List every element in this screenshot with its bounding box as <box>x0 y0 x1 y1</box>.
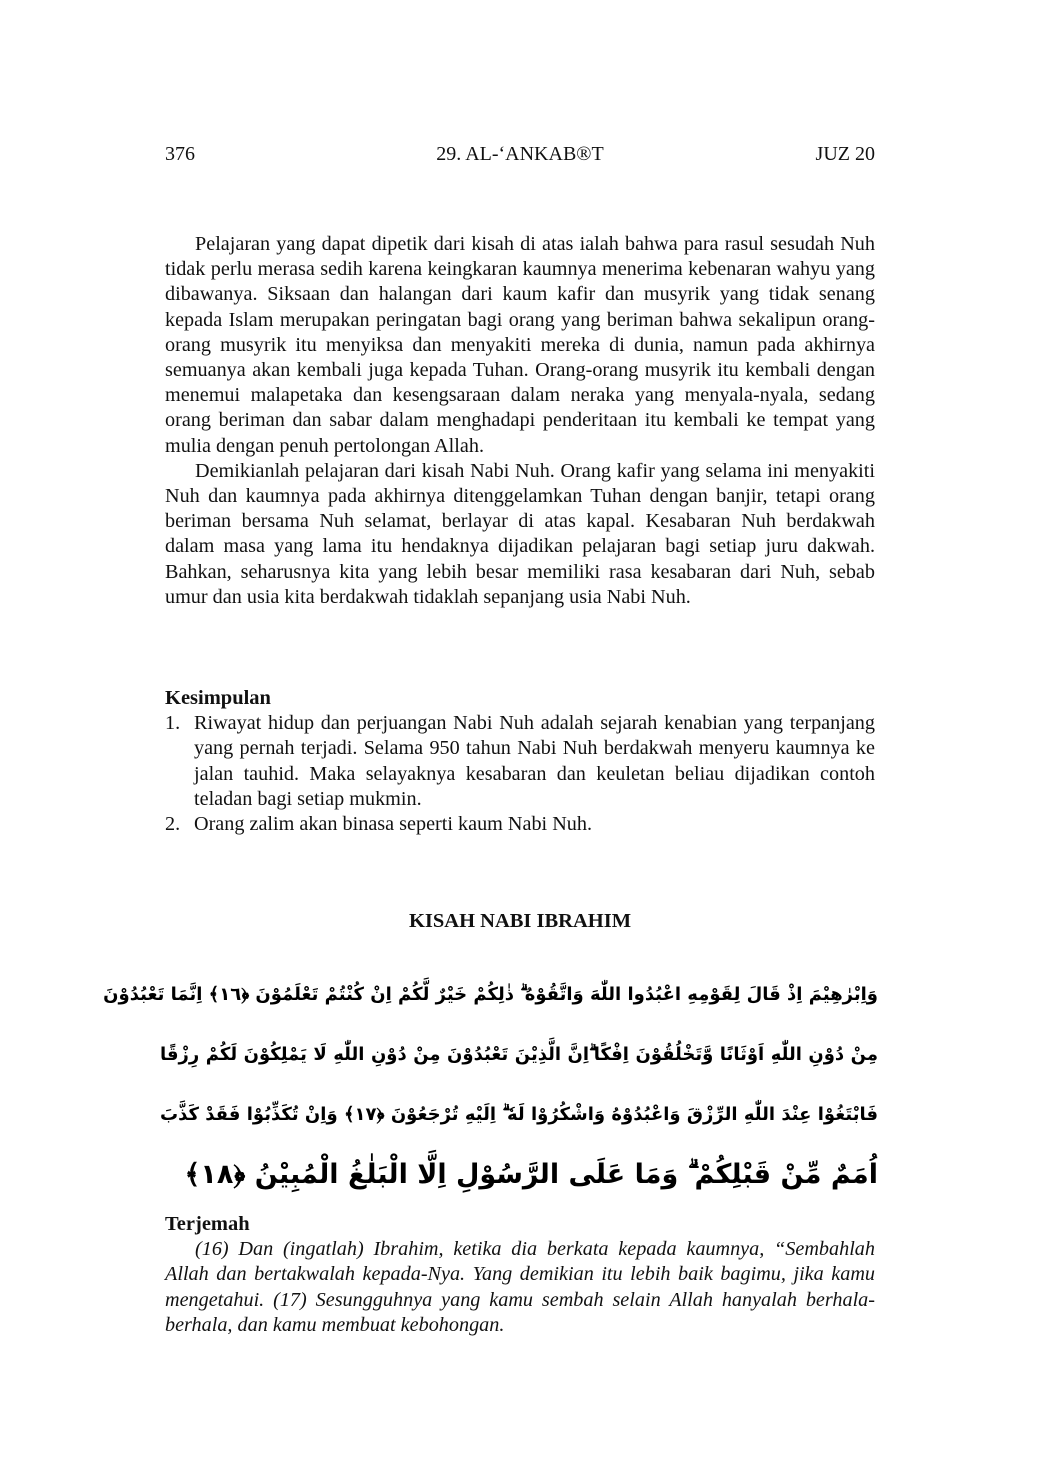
list-item <box>165 812 875 837</box>
arabic-verses <box>103 965 879 1205</box>
chapter-title: 29. AL-‘ANKAB®T <box>436 143 604 165</box>
list-number: 2. <box>165 813 181 836</box>
juz-label: JUZ 20 <box>815 143 875 165</box>
paragraph: Pelajaran yang dapat dipetik dari kisah di atas ialah bahwa para rasul sesudah Nuh tidak perlu merasa sedih karena keingkaran kaumnya menerima kebenaran wahyu yang dibawanya. Siksaan dan halangan dari kaum kafir dan musyrik yang tidak senang kepada Islam merupakan peringatan bagi orang yang beriman bahwa sekalipun orang-orang musyrik itu menyiksa dan menyakiti mereka di dunia, namun pada akhirnya semuanya akan kembali juga kepada Tuhan. Orang-orang musyrik itu kembali dengan menemui malapetaka dan kesengsaraan dalam neraka yang menyala-nyala, sedang orang beriman dan sabar dalam menghadapi penderitaan itu kembali ke tempat yang mulia dengan penuh pertolongan Allah. <box>165 233 875 457</box>
running-header <box>165 143 875 173</box>
translation-text: (16) Dan (ingatlah) Ibrahim, ketika dia berkata kepada kaumnya, “Sembahlah Allah dan bertakwalah kepada-Nya. Yang demikian itu lebih baik bagimu, jika kamu mengetahui. (17) Sesungguhnya yang kamu sembah selain Allah hanyalah berhala-berhala, dan kamu membuat kebohongan. <box>165 1238 875 1336</box>
translation-section <box>165 1212 875 1338</box>
main-text <box>165 232 875 610</box>
list-text: Orang zalim akan binasa seperti kaum Nabi Nuh. <box>194 813 593 836</box>
conclusion-list <box>165 711 875 837</box>
conclusion-heading: Kesimpulan <box>165 687 271 709</box>
page-number: 376 <box>165 143 195 165</box>
section-title: KISAH NABI IBRAHIM <box>408 910 632 932</box>
arabic-line: اُمَمٌ مِّنْ قَبْلِكُمْ ۗ وَمَا عَلَى الرَّسُوْلِ اِلَّا الْبَلٰغُ الْمُبِيْنُ ﴿١٨﴾ <box>184 1159 878 1190</box>
paragraph: Demikianlah pelajaran dari kisah Nabi Nuh. Orang kafir yang selama ini menyakiti Nuh dan kaumnya pada akhirnya ditenggelamkan Tuhan dengan banjir, tetapi orang beriman bersama Nuh selamat, berlayar di atas kapal. Kesabaran Nuh berdakwah dalam masa yang lama itu hendaknya dijadikan pelajaran bagi setiap juru dakwah. Bahkan, seharusnya kita yang lebih besar memiliki rasa kesabaran dari Nuh, sebab umur dan usia kita berdakwah tidaklah sepanjang usia Nabi Nuh. <box>165 459 875 608</box>
arabic-line: فَابْتَغُوْا عِنْدَ اللّٰهِ الرِّزْقَ وَاعْبُدُوْهُ وَاشْكُرُوْا لَهٗ ۗ اِلَيْهِ تُرْجَعُوْنَ ﴿١٧﴾ وَاِنْ تُكَذِّبُوْا فَقَدْ كَذَّبَ <box>160 1104 879 1125</box>
list-text: Riwayat hidup dan perjuangan Nabi Nuh adalah sejarah kenabian yang terpanjang yang pernah terjadi. Selama 950 tahun Nabi Nuh berdakwah menyeru kaumnya ke jalan tauhid. Maka selayaknya kesabaran dan keuletan beliau dijadikan contoh teladan bagi setiap mukmin. <box>194 712 875 810</box>
list-item <box>165 711 875 812</box>
translation-heading: Terjemah <box>165 1213 250 1235</box>
arabic-line: وَاِبْرٰهِيْمَ اِذْ قَالَ لِقَوْمِهِ اعْبُدُوا اللّٰهَ وَاتَّقُوْهُ ۗ ذٰلِكُمْ خَيْرٌ لَّكُمْ اِنْ كُنْتُمْ تَعْلَمُوْنَ ﴿١٦﴾ اِنَّمَا تَعْبُدُوْنَ <box>103 984 878 1005</box>
arabic-line: مِنْ دُوْنِ اللّٰهِ اَوْثَانًا وَّتَخْلُقُوْنَ اِفْكًا ۗاِنَّ الَّذِيْنَ تَعْبُدُوْنَ مِنْ دُوْنِ اللّٰهِ لَا يَمْلِكُوْنَ لَكُمْ رِزْقًا <box>160 1044 878 1065</box>
conclusion-section <box>165 686 875 837</box>
list-number: 1. <box>165 712 181 735</box>
